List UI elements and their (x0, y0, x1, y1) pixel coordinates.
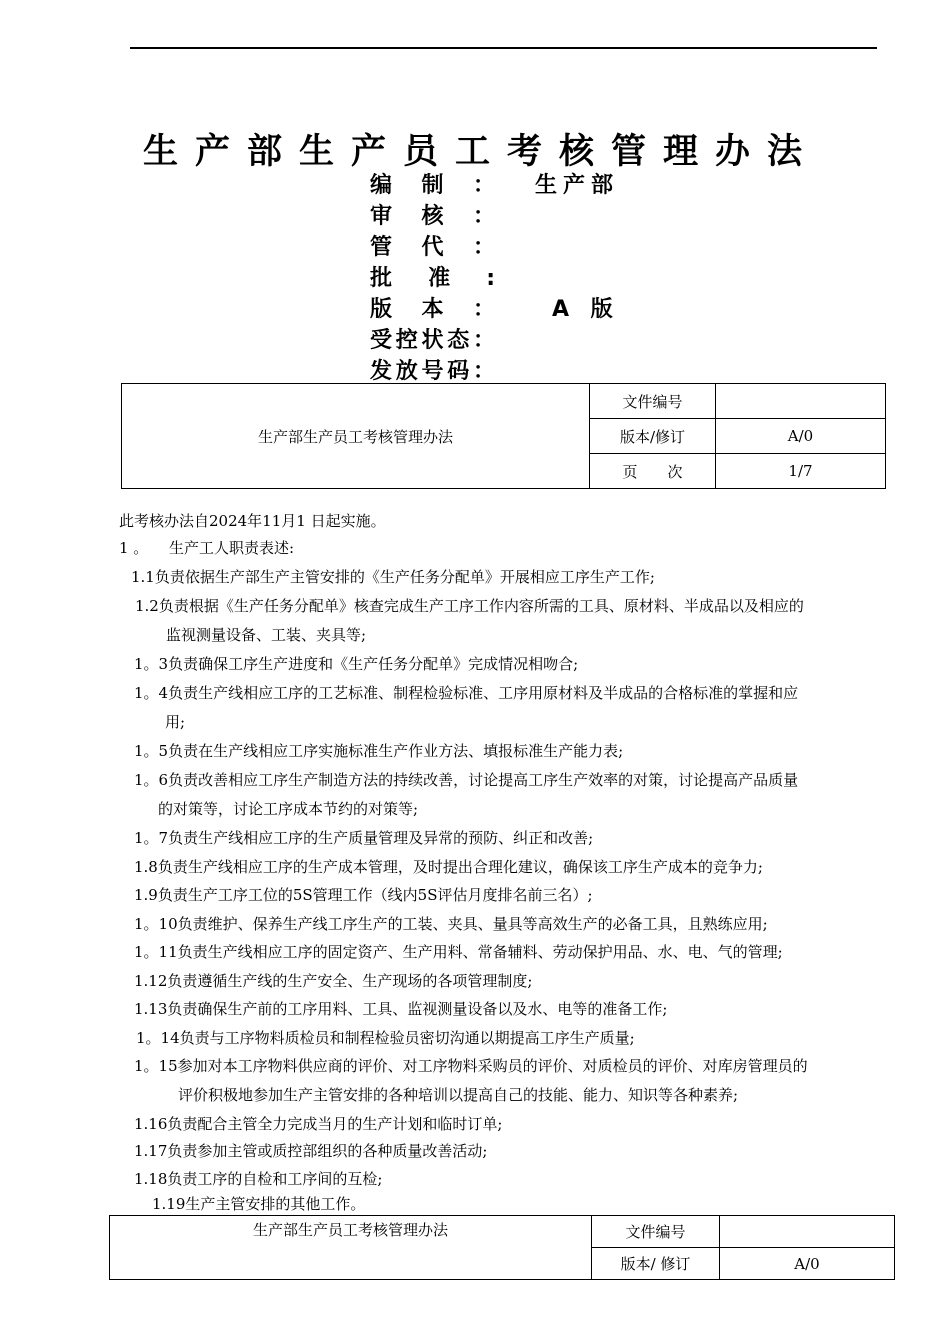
list-item: 1。11负责生产线相应工序的固定资产、生产用料、常备辅料、劳动保护用品、水、电、气的管理; (134, 943, 783, 961)
meta-row-rep (370, 232, 495, 263)
meta-row-editor (370, 170, 620, 201)
meta-label: 受 控 状 态 ： (370, 328, 495, 353)
list-item: 1。3负责确保工序生产进度和《生产任务分配单》完成情况相吻合; (134, 655, 579, 673)
meta-label: 管 代 ： (370, 235, 495, 260)
meta-label: 审 核 ： (370, 204, 495, 229)
file-number-label: 文件编号 (592, 1216, 720, 1248)
effective-date-text: 此考核办法自2024年11月1 日起实施。 (119, 512, 386, 530)
list-item: 1。14负责与工序物料质检员和制程检验员密切沟通以期提高工序生产质量; (136, 1029, 635, 1047)
list-item: 1.16负责配合主管全力完成当月的生产计划和临时订单; (134, 1115, 503, 1133)
meta-row-control (370, 325, 495, 356)
section-title: 生产工人职责表述: (169, 539, 295, 557)
footer-info-table (109, 1215, 895, 1280)
section-heading (119, 538, 294, 558)
list-item: 1.9负责生产工序工位的5S管理工作（线内5S评估月度排名前三名）; (134, 886, 593, 904)
list-item: 1.17负责参加主管或质控部组织的各种质量改善活动; (134, 1142, 488, 1160)
version-label: 版本/ 修订 (592, 1248, 720, 1280)
meta-row-approver (370, 263, 495, 294)
doc-name-cell: 生产部生产员工考核管理办法 (122, 384, 590, 489)
header-rule (130, 47, 877, 49)
file-number-label: 文件编号 (590, 384, 716, 419)
list-item: 1。6负责改善相应工序生产制造方法的持续改善，讨论提高工序生产效率的对策，讨论提高产品质量 的对策等，讨论工序成本节约的对策等; (134, 771, 799, 818)
section-number: 1 。 (119, 539, 149, 557)
meta-label: 发 放 号 码 ： (370, 359, 495, 384)
version-label: 版本/修订 (590, 419, 716, 454)
version-value: A/0 (720, 1248, 895, 1280)
file-number-value (716, 384, 886, 419)
list-item: 1.1负责依据生产部生产主管安排的《生产任务分配单》开展相应工序生产工作; (131, 568, 655, 586)
list-item: 1.12负责遵循生产线的生产安全、生产现场的各项管理制度; (134, 972, 533, 990)
list-item: 1.18负责工序的自检和工序间的互检; (134, 1170, 383, 1188)
meta-label: 编 制 ： (370, 173, 495, 198)
list-item: 1.19生产主管安排的其他工作。 (152, 1195, 366, 1213)
version-value: A/0 (716, 419, 886, 454)
meta-label: 批 准 : (370, 266, 495, 291)
page-value: 1/7 (716, 454, 886, 489)
doc-name-cell: 生产部生产员工考核管理办法 (110, 1216, 592, 1280)
list-item: 1.8负责生产线相应工序的生产成本管理，及时提出合理化建议，确保该工序生产成本的竞争力; (134, 858, 763, 876)
page-label: 页 次 (590, 454, 716, 489)
document-title: 生产部生产员工考核管理办法 (142, 132, 819, 172)
meta-label: 版 本 ： (370, 297, 495, 322)
file-number-value (720, 1216, 895, 1248)
list-item: 1。5负责在生产线相应工序实施标准生产作业方法、填报标准生产能力表; (134, 742, 624, 760)
list-item: 1.2负责根据《生产任务分配单》核查完成生产工序工作内容所需的工具、原材料、半成品以及相应的 监视测量设备、工装、夹具等; (135, 597, 804, 644)
meta-row-reviewer (370, 201, 495, 232)
list-item: 1。4负责生产线相应工序的工艺标准、制程检验标准、工序用原材料及半成品的合格标准的掌握和应 用; (134, 684, 799, 731)
meta-row-version (370, 294, 613, 325)
document-info-table (121, 383, 886, 489)
list-item: 1。7负责生产线相应工序的生产质量管理及异常的预防、纠正和改善; (134, 829, 594, 847)
meta-value-version: A 版 (552, 297, 613, 322)
approval-block (370, 170, 620, 387)
meta-value-editor: 生产部 (535, 173, 620, 198)
list-item: 1。15参加对本工序物料供应商的评价、对工序物料采购员的评价、对质检员的评价、对库房管理员的 评价积极地参加生产主管安排的各种培训以提高自己的技能、能力、知识等各种素养; (134, 1057, 808, 1104)
list-item: 1.13负责确保生产前的工序用料、工具、监视测量设备以及水、电等的准备工作; (134, 1000, 668, 1018)
list-item: 1。10负责维护、保养生产线工序生产的工装、夹具、量具等高效生产的必备工具，且熟练应用; (134, 915, 768, 933)
